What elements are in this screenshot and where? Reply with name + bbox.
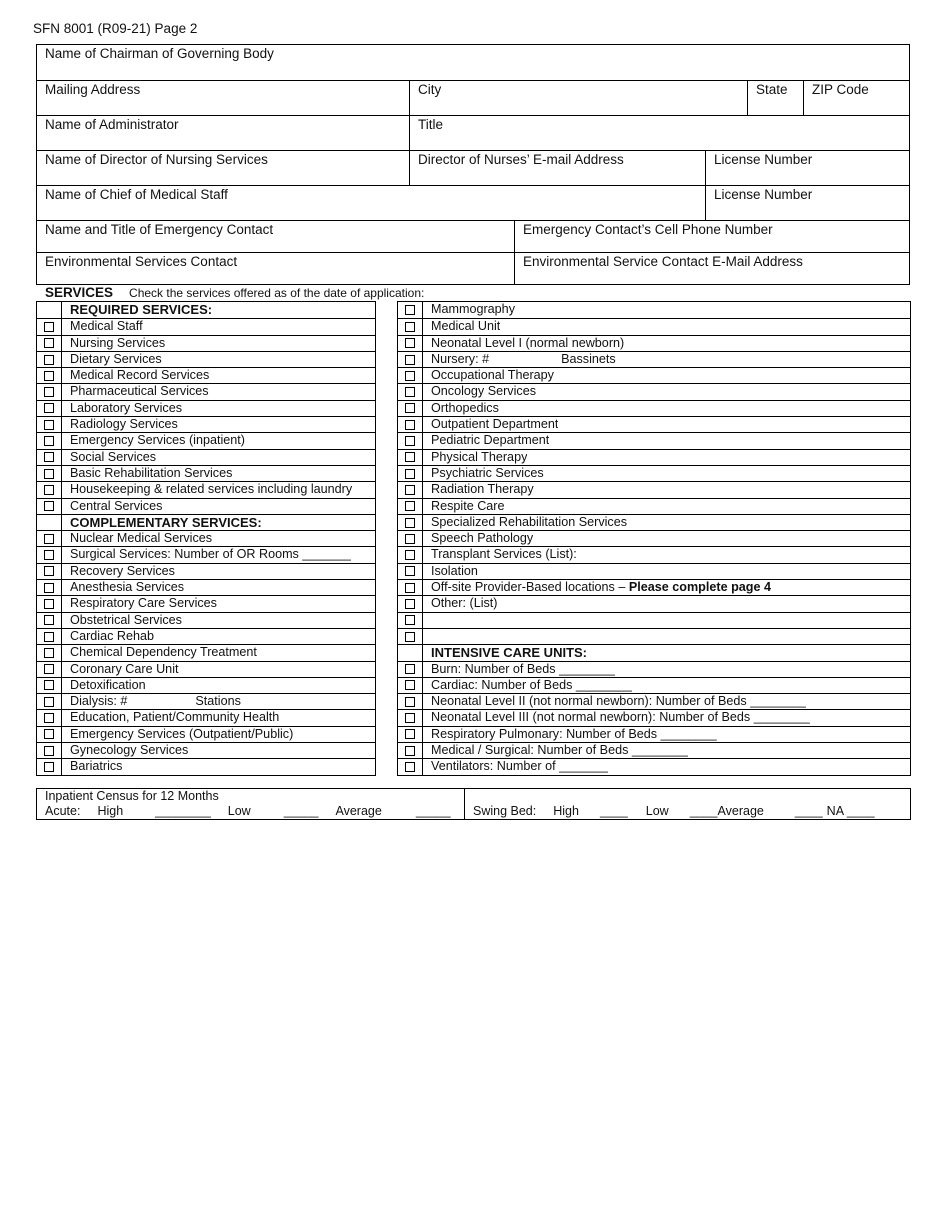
service-checkbox[interactable] (405, 403, 415, 413)
env-email-field[interactable]: Environmental Service Contact E-Mail Address (514, 253, 909, 284)
service-label: Speech Pathology (431, 531, 534, 546)
checkbox-cell (37, 547, 62, 562)
service-checkbox[interactable] (44, 615, 54, 625)
service-checkbox[interactable] (405, 583, 415, 593)
service-suffix: Bassinets (561, 351, 616, 366)
service-checkbox[interactable] (44, 501, 54, 511)
service-row (398, 465, 910, 481)
service-row (398, 335, 910, 351)
service-row (398, 449, 910, 465)
checkbox-cell (37, 743, 62, 758)
service-label: Chemical Dependency Treatment (70, 645, 257, 660)
service-checkbox[interactable] (44, 485, 54, 495)
checkbox-cell (37, 596, 62, 611)
service-label: Housekeeping & related services including laundry (70, 482, 353, 497)
checkbox-cell (398, 401, 423, 416)
service-row (398, 432, 910, 448)
state-field[interactable]: State (747, 81, 803, 115)
service-row (37, 318, 375, 334)
checkbox-cell (398, 743, 423, 758)
service-row (37, 416, 375, 432)
checkbox-cell (398, 596, 423, 611)
swing-high-blank[interactable]: ____ (599, 804, 628, 818)
checkbox-cell (398, 759, 423, 774)
form-header: SFN 8001 (R09-21) Page 2 (33, 21, 198, 36)
checkbox-cell (398, 302, 423, 318)
service-checkbox[interactable] (405, 550, 415, 560)
service-checkbox[interactable] (44, 420, 54, 430)
swing-average-blank[interactable]: ____ (794, 804, 823, 818)
service-label: Radiology Services (70, 417, 178, 432)
service-checkbox[interactable] (405, 762, 415, 772)
director-nursing-field[interactable]: Name of Director of Nursing Services (45, 152, 268, 167)
right-services-table (397, 301, 911, 776)
service-row (398, 726, 910, 742)
checkbox-cell (398, 613, 423, 628)
service-row (398, 498, 910, 514)
checkbox-cell (37, 450, 62, 465)
service-row (37, 612, 375, 628)
checkbox-cell (37, 531, 62, 546)
service-row (37, 742, 375, 758)
service-checkbox[interactable] (44, 583, 54, 593)
service-row (37, 628, 375, 644)
swing-average-label: Average (717, 804, 764, 818)
service-checkbox[interactable] (44, 729, 54, 739)
service-row (398, 661, 910, 677)
service-label: Basic Rehabilitation Services (70, 465, 233, 480)
service-checkbox[interactable] (44, 469, 54, 479)
checkbox-cell (37, 678, 62, 693)
service-row (398, 351, 910, 367)
service-row (37, 383, 375, 399)
checkbox-cell (37, 417, 62, 432)
checkbox-cell (398, 564, 423, 579)
service-row (37, 351, 375, 367)
acute-average-label: Average (335, 804, 382, 818)
info-row-chief-medical (37, 185, 909, 220)
service-row (398, 400, 910, 416)
service-checkbox[interactable] (44, 387, 54, 397)
facility-info-grid (36, 44, 910, 285)
checkbox-cell (37, 645, 62, 660)
checkbox-cell (37, 368, 62, 383)
service-checkbox[interactable] (405, 371, 415, 381)
service-row (398, 367, 910, 383)
service-row (37, 661, 375, 677)
checkbox-cell (398, 417, 423, 432)
service-label: Emergency Services (Outpatient/Public) (70, 726, 294, 741)
service-row (37, 579, 375, 595)
checkbox-cell (37, 727, 62, 742)
service-row (398, 579, 910, 595)
acute-label: Acute: (45, 804, 81, 818)
service-checkbox[interactable] (405, 518, 415, 528)
service-row (398, 644, 910, 660)
service-row (398, 383, 910, 399)
title-field[interactable]: Title (409, 116, 909, 150)
service-checkbox[interactable] (405, 485, 415, 495)
swing-high-label: High (553, 804, 579, 818)
service-checkbox[interactable] (44, 599, 54, 609)
service-row (37, 481, 375, 497)
service-label: Specialized Rehabilitation Services (431, 514, 628, 529)
service-row (37, 465, 375, 481)
section-heading: INTENSIVE CARE UNITS: (431, 645, 588, 661)
service-checkbox[interactable] (405, 615, 415, 625)
service-label: Off-site Provider-Based locations – Please complete page 4 (431, 580, 771, 595)
service-row (37, 498, 375, 514)
checkbox-cell (398, 384, 423, 399)
service-label: Nursery: # Bassinets (431, 351, 616, 366)
left-services-table (36, 301, 376, 776)
service-label: Anesthesia Services (70, 580, 185, 595)
service-label: Nursing Services (70, 335, 166, 350)
checkbox-cell (398, 482, 423, 497)
service-row (398, 693, 910, 709)
service-checkbox[interactable] (405, 305, 415, 315)
env-contact-field[interactable]: Environmental Services Contact (45, 254, 238, 269)
service-bold-note: Please complete page 4 (628, 580, 771, 595)
director-email-field[interactable]: Director of Nurses’ E-mail Address (409, 151, 705, 185)
city-field[interactable]: City (409, 81, 747, 115)
service-label: Ventilators: Number of _______ (431, 759, 609, 774)
service-label: Cardiac Rehab (70, 628, 155, 643)
service-checkbox[interactable] (405, 322, 415, 332)
section-heading: COMPLEMENTARY SERVICES: (70, 514, 262, 530)
service-label: Nuclear Medical Services (70, 531, 213, 546)
checkbox-cell (37, 336, 62, 351)
service-checkbox[interactable] (44, 664, 54, 674)
service-row (37, 693, 375, 709)
swing-low-blank[interactable]: ____ (689, 804, 718, 818)
service-label: Dietary Services (70, 351, 162, 366)
checkbox-cell (37, 759, 62, 774)
census-swing-line (473, 804, 910, 819)
service-checkbox[interactable] (405, 355, 415, 365)
services-note: Check the services offered as of the date of application: (129, 286, 425, 300)
checkbox-cell (37, 710, 62, 725)
service-label (423, 629, 431, 644)
service-row (37, 595, 375, 611)
service-row (398, 595, 910, 611)
checkbox-cell (37, 482, 62, 497)
service-row (37, 530, 375, 546)
service-label: Mammography (431, 302, 515, 316)
zip-code-field[interactable]: ZIP Code (803, 81, 909, 115)
service-row (398, 677, 910, 693)
service-checkbox[interactable] (405, 387, 415, 397)
checkbox-cell (37, 580, 62, 595)
service-checkbox[interactable] (44, 697, 54, 707)
service-label: Neonatal Level I (normal newborn) (431, 335, 625, 350)
service-checkbox[interactable] (405, 566, 415, 576)
checkbox-cell (37, 694, 62, 709)
service-checkbox[interactable] (405, 338, 415, 348)
service-label: Medical Staff (70, 319, 143, 334)
service-row (398, 628, 910, 644)
checkbox-cell (398, 466, 423, 481)
service-label: Central Services (70, 498, 163, 513)
checkbox-cell (398, 515, 423, 530)
service-label: Obstetrical Services (70, 612, 182, 627)
service-checkbox[interactable] (44, 566, 54, 576)
service-label: Coronary Care Unit (70, 661, 179, 676)
info-row-chairman (37, 45, 909, 80)
service-label: Dialysis: # Stations (70, 694, 241, 709)
checkbox-cell (398, 319, 423, 334)
service-label: Cardiac: Number of Beds ________ (431, 677, 632, 692)
service-label: Neonatal Level III (not normal newborn): Number of Beds ________ (431, 710, 810, 725)
service-suffix: Stations (195, 694, 241, 709)
service-checkbox[interactable] (44, 648, 54, 658)
census-acute (37, 789, 465, 819)
service-checkbox[interactable] (405, 697, 415, 707)
service-checkbox[interactable] (44, 762, 54, 772)
service-checkbox[interactable] (405, 469, 415, 479)
checkbox-cell (398, 336, 423, 351)
checkbox-cell (398, 678, 423, 693)
service-row (37, 563, 375, 579)
service-checkbox[interactable] (405, 534, 415, 544)
service-label: Oncology Services (431, 384, 536, 399)
service-label: Laboratory Services (70, 400, 182, 415)
service-checkbox[interactable] (405, 452, 415, 462)
service-row (398, 481, 910, 497)
checkbox-cell (398, 662, 423, 677)
inpatient-census (36, 788, 911, 820)
service-label: Medical Record Services (70, 368, 210, 383)
info-row-emergency (37, 220, 909, 252)
service-row (37, 302, 375, 318)
census-title: Inpatient Census for 12 Months (45, 789, 219, 803)
service-label: Respite Care (431, 498, 505, 513)
service-row (37, 432, 375, 448)
service-row (37, 335, 375, 351)
service-checkbox[interactable] (44, 632, 54, 642)
checkbox-cell (398, 580, 423, 595)
checkbox-cell (398, 645, 423, 660)
checkbox-cell (37, 613, 62, 628)
service-row (398, 758, 910, 774)
license-number-field-1[interactable]: License Number (705, 151, 909, 185)
service-label: Respiratory Care Services (70, 596, 217, 611)
service-checkbox[interactable] (405, 729, 415, 739)
service-label: Education, Patient/Community Health (70, 710, 280, 725)
info-row-environmental (37, 252, 909, 284)
service-checkbox[interactable] (405, 680, 415, 690)
service-row (37, 400, 375, 416)
service-label: Other: (List) (431, 596, 498, 611)
checkbox-cell (398, 727, 423, 742)
checkbox-cell (37, 515, 62, 530)
service-label: Detoxification (70, 677, 146, 692)
service-checkbox[interactable] (405, 713, 415, 723)
service-checkbox[interactable] (44, 322, 54, 332)
service-checkbox[interactable] (44, 713, 54, 723)
checkbox-cell (37, 662, 62, 677)
service-label: Isolation (431, 563, 478, 578)
service-label: Pharmaceutical Services (70, 384, 209, 399)
checkbox-cell (37, 352, 62, 367)
emergency-cell-field[interactable]: Emergency Contact’s Cell Phone Number (514, 221, 909, 252)
service-checkbox[interactable] (405, 436, 415, 446)
service-row (37, 709, 375, 725)
service-row (398, 416, 910, 432)
section-heading: REQUIRED SERVICES: (70, 302, 213, 317)
service-checkbox[interactable] (44, 680, 54, 690)
service-row (37, 367, 375, 383)
service-checkbox[interactable] (405, 632, 415, 642)
service-row (37, 726, 375, 742)
checkbox-cell (37, 401, 62, 416)
service-label: Outpatient Department (431, 417, 559, 432)
services-title: SERVICES (45, 285, 114, 300)
service-label: Radiation Therapy (431, 482, 534, 497)
service-checkbox[interactable] (44, 338, 54, 348)
checkbox-cell (37, 564, 62, 579)
info-row-address (37, 80, 909, 115)
service-row (398, 563, 910, 579)
services-heading (45, 285, 424, 300)
service-label: Surgical Services: Number of OR Rooms _______ (70, 547, 352, 562)
acute-average-blank[interactable]: _____ (415, 804, 451, 818)
service-row (398, 530, 910, 546)
service-row (398, 318, 910, 334)
checkbox-cell (398, 531, 423, 546)
service-row (37, 449, 375, 465)
service-row (37, 644, 375, 660)
acute-high-blank[interactable]: ________ (155, 804, 211, 818)
info-row-director-nursing (37, 150, 909, 185)
swing-low-label: Low (645, 804, 669, 818)
checkbox-cell (37, 433, 62, 448)
service-checkbox[interactable] (44, 746, 54, 756)
checkbox-cell (398, 352, 423, 367)
service-checkbox[interactable] (44, 403, 54, 413)
census-swing-bed (465, 789, 910, 819)
service-label: Medical / Surgical: Number of Beds ________ (431, 743, 688, 758)
checkbox-cell (37, 319, 62, 334)
checkbox-cell (37, 466, 62, 481)
service-label: Gynecology Services (70, 743, 189, 758)
checkbox-cell (398, 547, 423, 562)
service-label: Medical Unit (431, 319, 501, 334)
emergency-contact-field[interactable]: Name and Title of Emergency Contact (45, 222, 274, 237)
service-checkbox[interactable] (44, 452, 54, 462)
checkbox-cell (37, 302, 62, 318)
service-label: Psychiatric Services (431, 465, 544, 480)
checkbox-cell (398, 629, 423, 644)
chief-medical-field[interactable]: Name of Chief of Medical Staff (45, 187, 228, 202)
checkbox-cell (37, 629, 62, 644)
service-label (423, 613, 431, 628)
service-checkbox[interactable] (405, 664, 415, 674)
acute-high-label: High (97, 804, 124, 818)
checkbox-cell (398, 710, 423, 725)
service-label: Orthopedics (431, 400, 499, 415)
service-row (398, 546, 910, 562)
service-label: Bariatrics (70, 759, 123, 774)
service-row (398, 514, 910, 530)
swing-bed-label: Swing Bed: (473, 804, 537, 818)
service-checkbox[interactable] (44, 355, 54, 365)
administrator-field[interactable]: Name of Administrator (45, 117, 179, 132)
service-checkbox[interactable] (405, 501, 415, 511)
service-checkbox[interactable] (405, 599, 415, 609)
swing-na[interactable]: NA ____ (826, 804, 875, 818)
service-row (398, 612, 910, 628)
chairman-field[interactable]: Name of Chairman of Governing Body (45, 46, 274, 61)
service-label: Burn: Number of Beds ________ (431, 661, 616, 676)
service-label: Respiratory Pulmonary: Number of Beds ________ (431, 726, 717, 741)
service-row (37, 677, 375, 693)
checkbox-cell (37, 499, 62, 514)
service-row (398, 709, 910, 725)
service-checkbox[interactable] (44, 436, 54, 446)
service-row (37, 514, 375, 530)
service-row (398, 302, 910, 318)
checkbox-cell (398, 368, 423, 383)
service-row (37, 546, 375, 562)
service-label: Recovery Services (70, 563, 175, 578)
checkbox-cell (398, 694, 423, 709)
checkbox-cell (398, 499, 423, 514)
mailing-address-field[interactable]: Mailing Address (45, 82, 141, 97)
checkbox-cell (398, 433, 423, 448)
service-label: Social Services (70, 449, 157, 464)
service-label: Transplant Services (List): (431, 547, 577, 562)
service-label: Occupational Therapy (431, 368, 554, 383)
service-checkbox[interactable] (405, 420, 415, 430)
acute-low-blank[interactable]: _____ (283, 804, 319, 818)
checkbox-cell (398, 450, 423, 465)
service-label: Physical Therapy (431, 449, 528, 464)
service-label: Emergency Services (inpatient) (70, 433, 245, 448)
service-checkbox[interactable] (44, 371, 54, 381)
service-checkbox[interactable] (44, 534, 54, 544)
acute-low-label: Low (227, 804, 251, 818)
service-label: Neonatal Level II (not normal newborn): Number of Beds ________ (431, 694, 807, 709)
service-row (37, 758, 375, 774)
checkbox-cell (37, 384, 62, 399)
service-checkbox[interactable] (44, 550, 54, 560)
service-label: Pediatric Department (431, 433, 550, 448)
census-acute-line (45, 804, 464, 819)
license-number-field-2[interactable]: License Number (705, 186, 909, 220)
service-row (398, 742, 910, 758)
service-checkbox[interactable] (405, 746, 415, 756)
info-row-administrator (37, 115, 909, 150)
